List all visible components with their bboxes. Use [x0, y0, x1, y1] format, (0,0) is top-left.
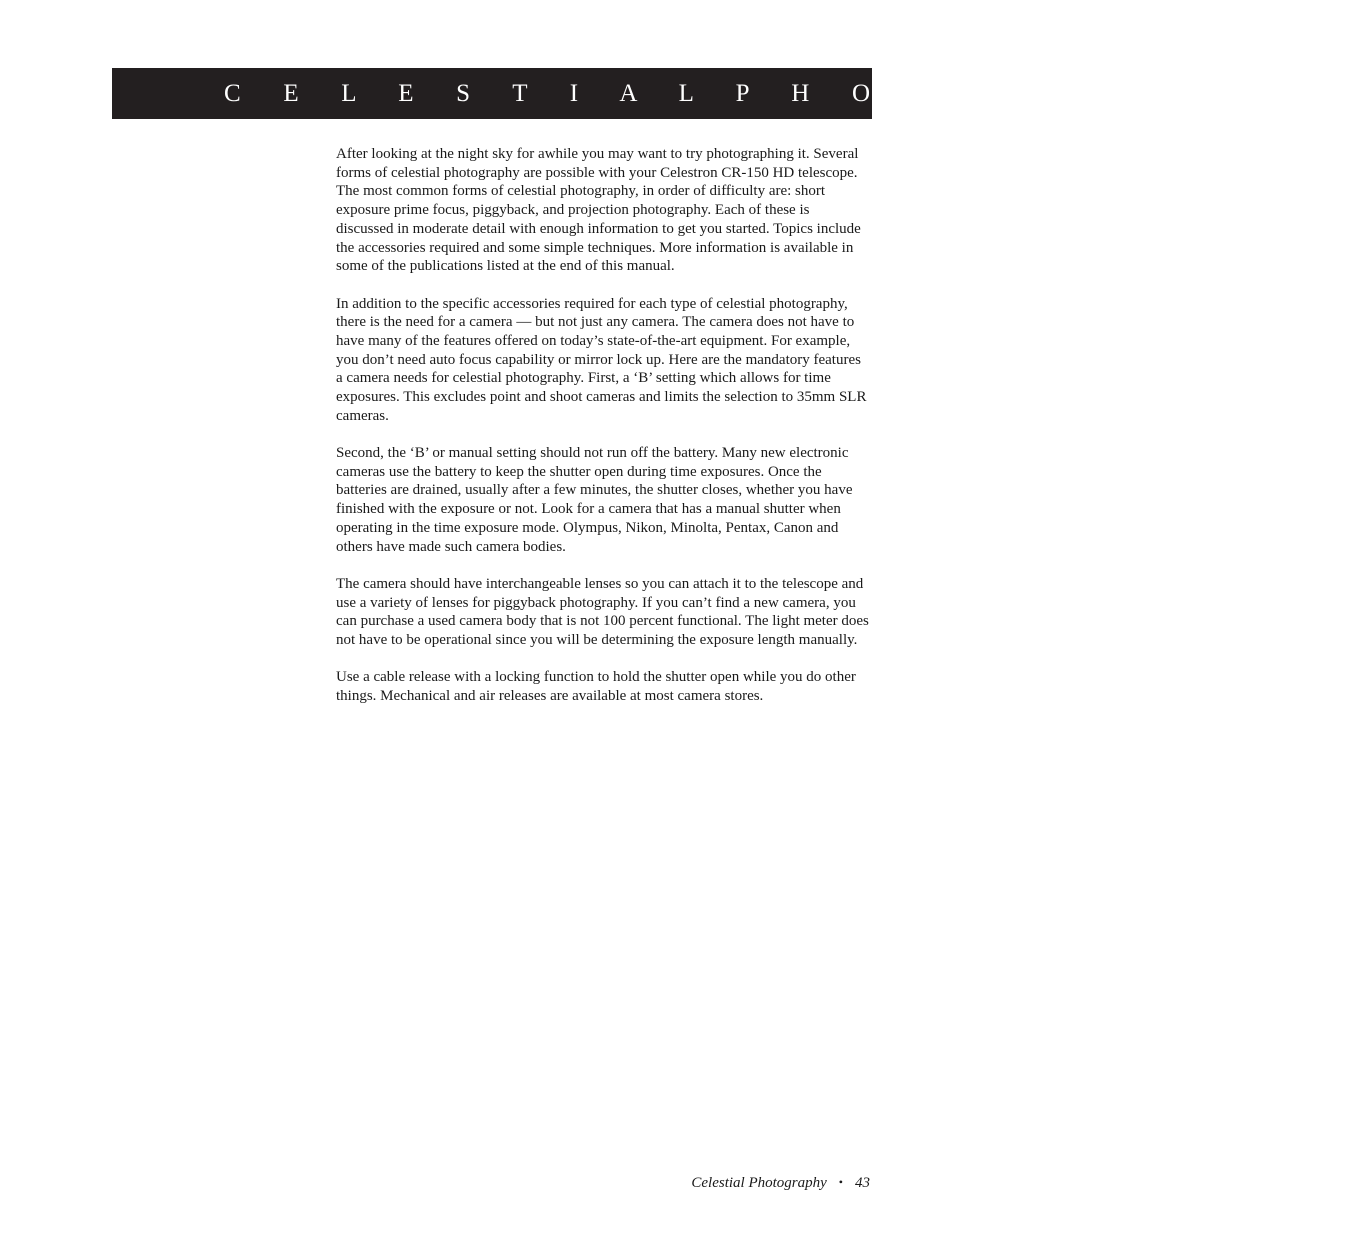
- footer-section-name: Celestial Photography: [691, 1175, 827, 1191]
- page-footer: [691, 1175, 870, 1192]
- body-text: [336, 145, 870, 724]
- footer-separator: •: [838, 1175, 843, 1189]
- paragraph: In addition to the specific accessories required for each type of celestial photography, there is the need for a camera — but not just any camera. The camera does not have to have many of the features offered on today’s state-of-the-art equipment. For example, you don’t need auto focus capability or mirror lock up. Here are the mandatory features a camera needs for celestial photography. First, a ‘B’ setting which allows for time exposures. This excludes point and shoot cameras and limits the selection to 35mm SLR cameras.: [336, 295, 867, 424]
- page-number: 43: [855, 1175, 870, 1191]
- section-title: C E L E S T I A L P H O T O G R A P H Y: [224, 80, 1360, 107]
- paragraph: Second, the ‘B’ or manual setting should not run off the battery. Many new electronic cameras use the battery to keep the shutter open during time exposures. Once the batteries are drained, usually after a few minutes, the shutter closes, whether you have finished with the exposure or not. Look for a camera that has a manual shutter when operating in the time exposure mode. Olympus, Nikon, Minolta, Pentax, Canon and others have made such camera bodies.: [336, 445, 853, 555]
- section-header-bar: [112, 68, 1360, 119]
- paragraph: Use a cable release with a locking function to hold the shutter open while you do other things. Mechanical and air releases are available at most camera stores.: [336, 669, 856, 704]
- paragraph: The camera should have interchangeable lenses so you can attach it to the telescope and use a variety of lenses for piggyback photography. If you can’t find a new camera, you can purchase a used camera body that is not 100 percent functional. The light meter does not have to be operational since you will be determining the exposure length manually.: [336, 575, 869, 648]
- paragraph: After looking at the night sky for awhile you may want to try photographing it. Several forms of celestial photography are possible with your Celestron CR-150 HD telescope. The most common forms of celestial photography, in order of difficulty are: short exposure prime focus, piggyback, and projection photography. Each of these is discussed in moderate detail with enough information to get you started. Topics include the accessories required and some simple techniques. More information is available in some of the publications listed at the end of this manual.: [336, 146, 861, 275]
